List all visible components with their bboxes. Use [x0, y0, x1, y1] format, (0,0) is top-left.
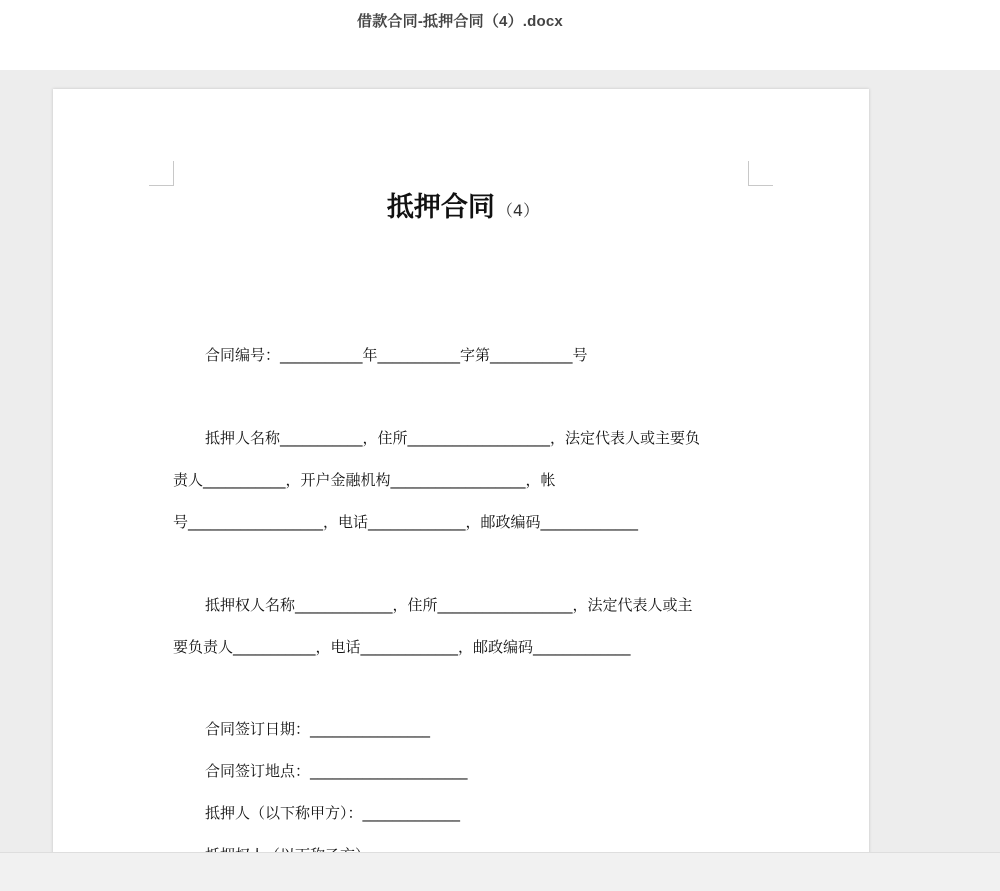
document-page — [53, 89, 869, 889]
mortgagor-line-1: 抵押人名称___________，住所___________________，法定代表人或主要负 — [205, 429, 701, 447]
signing-place-line: 合同签订地点：_____________________ — [205, 762, 468, 780]
title-bar — [0, 0, 1000, 70]
mortgagee-line-1: 抵押权人名称_____________，住所__________________，法定代表人或主 — [205, 596, 693, 614]
contract-number-line: 合同编号：___________年___________字第___________号 — [205, 346, 588, 364]
mortgagor-line-3: 号__________________，电话_____________，邮政编码_____________ — [173, 513, 639, 531]
mortgagor-line-2: 责人___________，开户金融机构__________________，帐 — [173, 471, 556, 489]
mortgagee-line-2: 要负责人___________，电话_____________，邮政编码_____________ — [173, 638, 631, 656]
signing-date-line: 合同签订日期：________________ — [205, 720, 431, 738]
margin-corner-top-right — [748, 161, 773, 186]
heading-number: （4） — [496, 201, 540, 220]
document-title: 借款合同-抵押合同（4）.docx — [357, 13, 563, 30]
bottom-toolbar — [0, 852, 1000, 891]
contract-heading — [173, 185, 753, 224]
party-a-line: 抵押人（以下称甲方）：_____________ — [205, 804, 461, 822]
margin-corner-top-left — [149, 161, 174, 186]
heading-main: 抵押合同 — [386, 192, 495, 223]
document-viewport[interactable] — [0, 70, 1000, 852]
